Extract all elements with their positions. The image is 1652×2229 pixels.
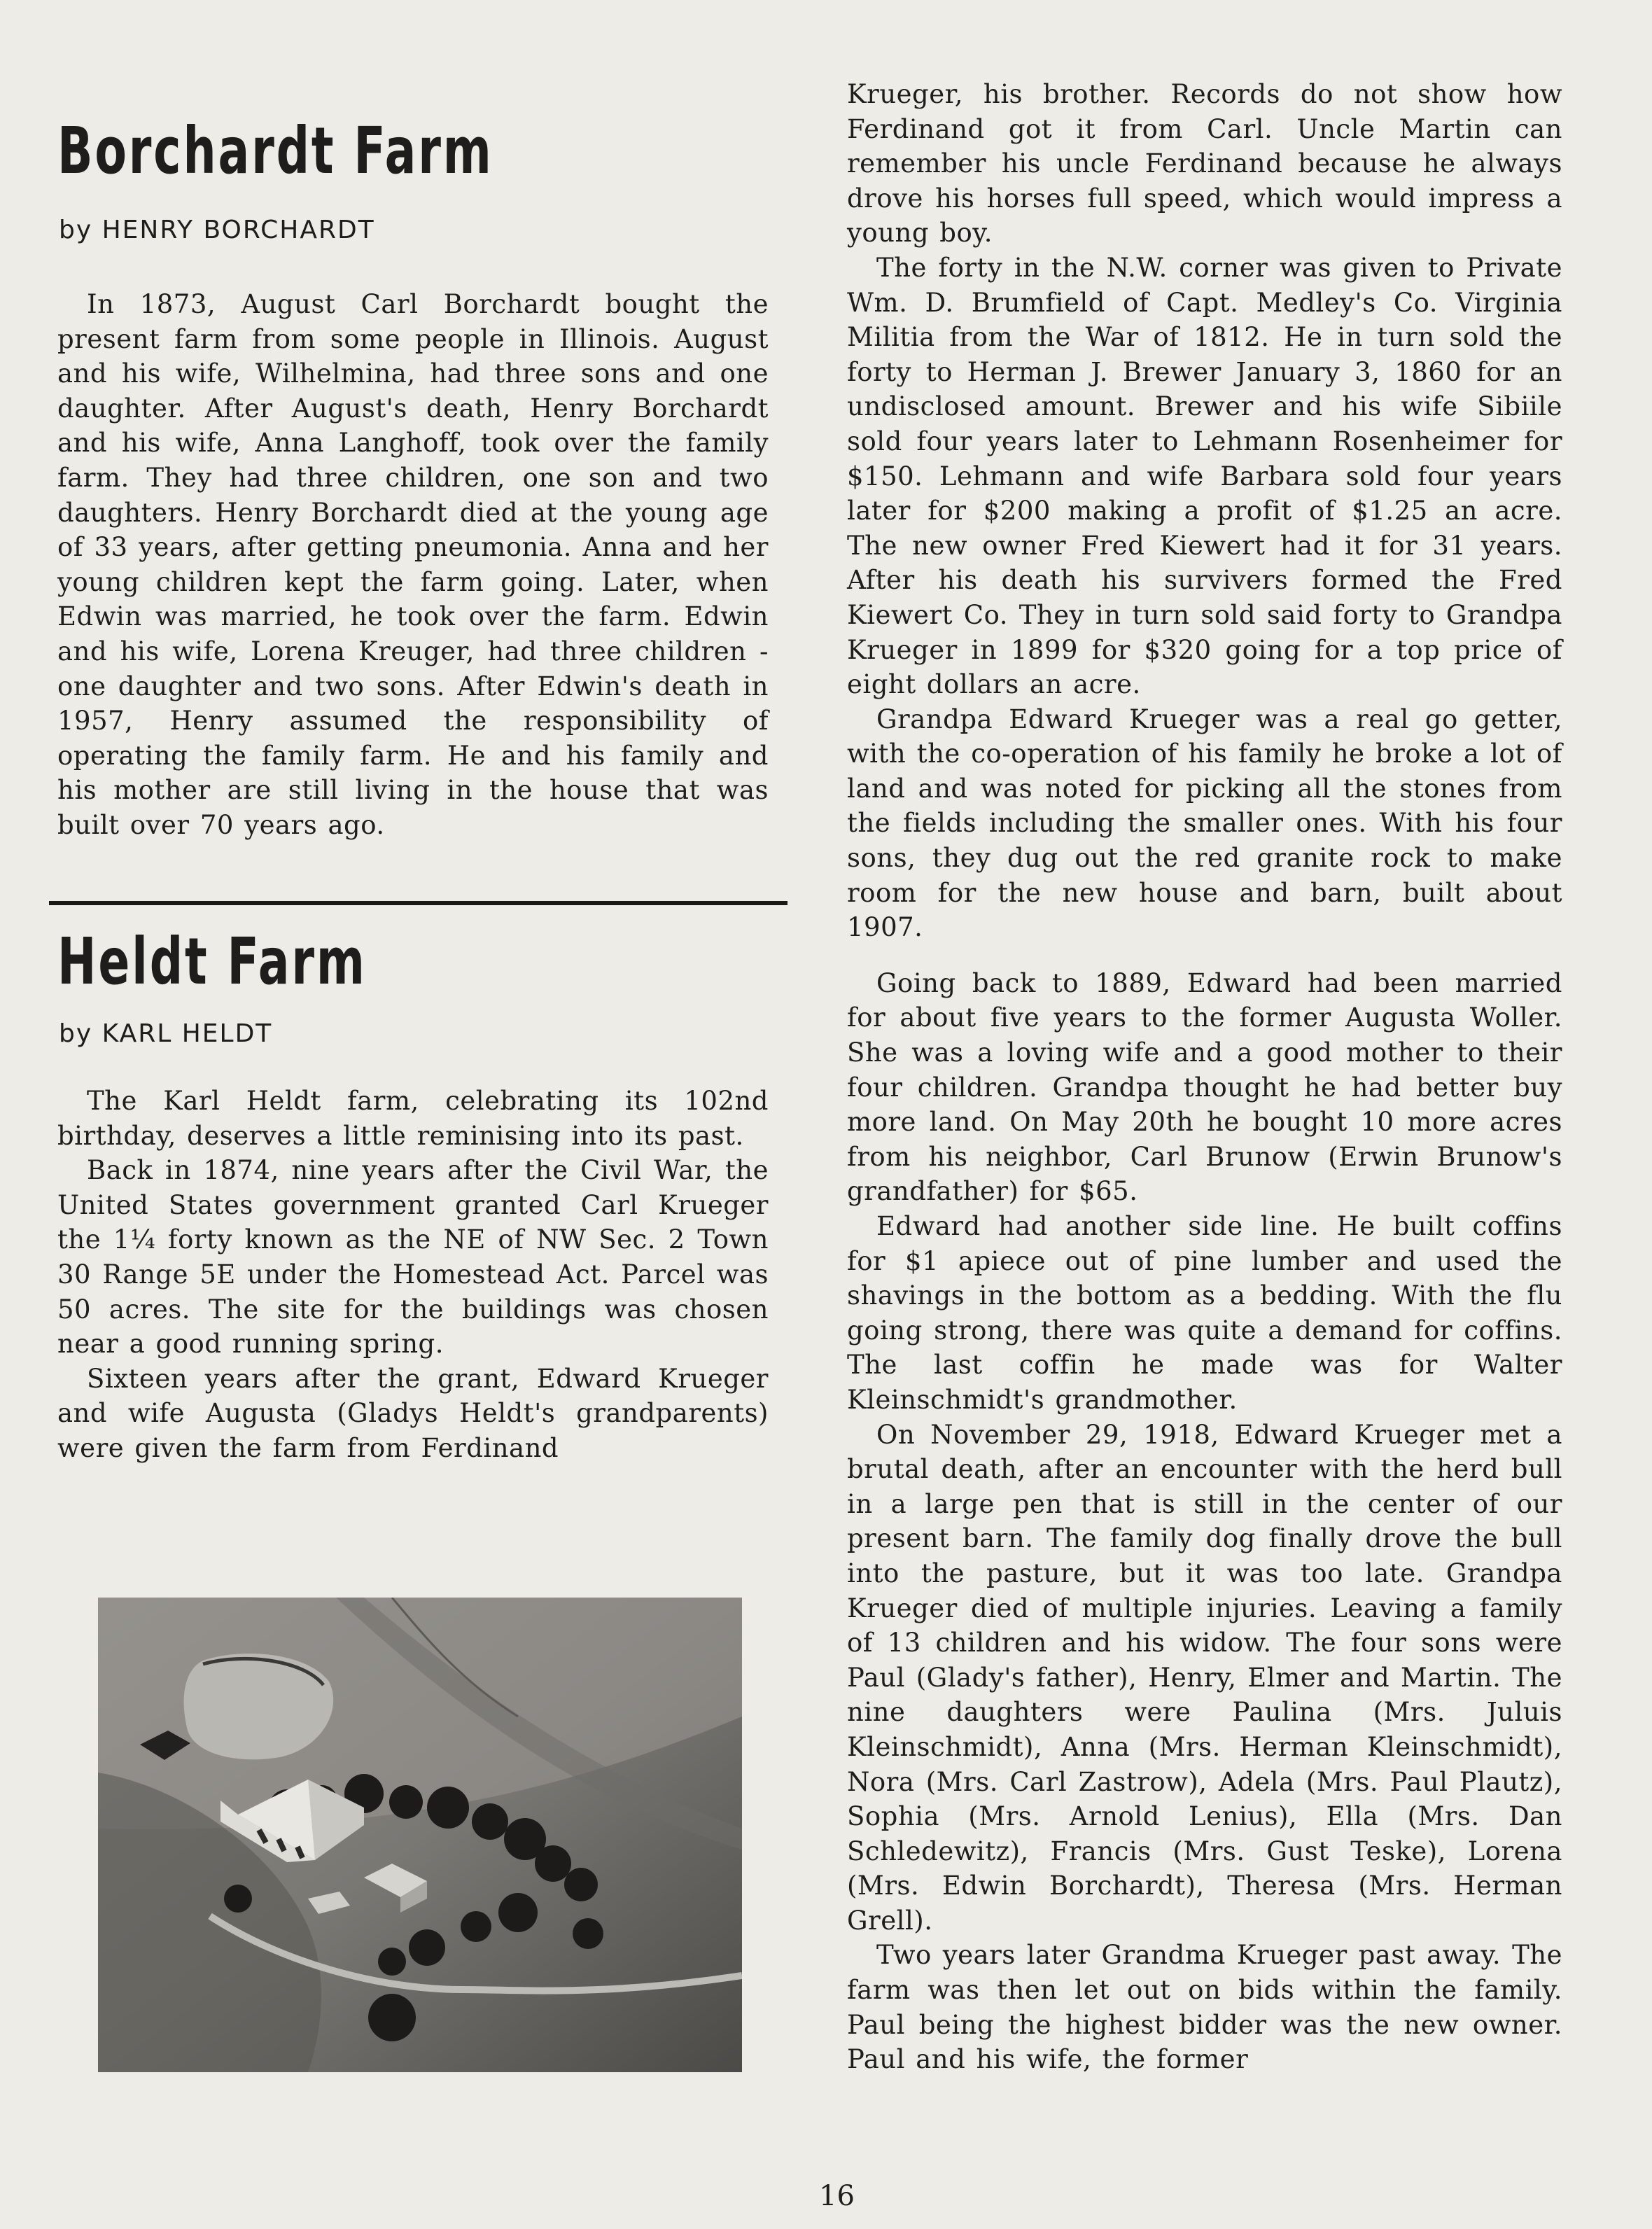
aerial-farm-illustration — [98, 1598, 742, 2072]
borchardt-title: Borchardt Farm — [57, 113, 493, 188]
heldt-title: Heldt Farm — [57, 924, 367, 999]
paragraph: The forty in the N.W. corner was given to Private Wm. D. Brumfield of Capt. Medley's Co. Virginia Militia from the War of 1812. He in turn sold the forty to Herman J. Brewer January 3, 1860 for an undisclosed amount. Brewer and his wife Sibiile sold four years later to Lehmann Rosenheimer for $150. Lehmann and wife Barbara sold four years later for $200 making a profit of $1.25 an acre. The new owner Fred Kiewert had it for 31 years. After his death his survivers formed the Fred Kiewert Co. They in turn sold said forty to Grandpa Krueger in 1899 for $320 going for a top price of eight dollars an acre. — [847, 252, 1562, 700]
section-divider — [49, 901, 788, 905]
aerial-farm-photo — [98, 1598, 742, 2072]
heldt-article-continued — [847, 77, 1562, 2077]
borchardt-article — [57, 287, 769, 843]
paragraph: On November 29, 1918, Edward Krueger met a brutal death, after an encounter with the herd bull in a large pen that is still in the center of our present barn. The family dog finally drove the bull into the pasture, but it was too late. Grandpa Krueger died of multiple injuries. Leaving a family of 13 children and his widow. The four sons were Paul (Glady's father), Henry, Elmer and Martin. The nine daughters were Paulina (Mrs. Juluis Kleinschmidt), Anna (Mrs. Herman Kleinschmidt), Nora (Mrs. Carl Zastrow), Adela (Mrs. Paul Plautz), Sophia (Mrs. Arnold Lenius), Ella (Mrs. Dan Schledewitz), Francis (Mrs. Gust Teske), Lorena (Mrs. Edwin Borchardt), Theresa (Mrs. Herman Grell). — [847, 1419, 1562, 1936]
paragraph: Going back to 1889, Edward had been married for about five years to the former Augusta Woller. She was a loving wife and a good mother to their four children. Grandpa thought he had better buy more land. On May 20th he bought 10 more acres from his neighbor, Carl Brunow (Erwin Brunow's grandfather) for $65. — [847, 967, 1562, 1207]
paragraph: In 1873, August Carl Borchardt bought the present farm from some people in Illinois. August and his wife, Wilhelmina, had three sons and one daughter. After August's death, Henry Borchardt and his wife, Anna Langhoff, took over the family farm. They had three children, one son and two daughters. Henry Borchardt died at the young age of 33 years, after getting pneumonia. Anna and her young children kept the farm going. Later, when Edwin was married, he took over the farm. Edwin and his wife, Lorena Kreuger, had three children - one daughter and two sons. After Edwin's death in 1957, Henry assumed the responsibility of operating the family farm. He and his family and his mother are still living in the house that was built over 70 years ago. — [57, 289, 769, 840]
paragraph: Two years later Grandma Krueger past away. The farm was then let out on bids within the family. Paul being the highest bidder was the new owner. Paul and his wife, the former — [847, 1940, 1562, 2075]
paragraph: Edward had another side line. He built coffins for $1 apiece out of pine lumber and used the shavings in the bottom as a bedding. With the flu going strong, there was quite a demand for coffins. The last coffin he made was for Walter Kleinschmidt's grandmother. — [847, 1211, 1562, 1415]
heldt-article — [57, 1084, 769, 1466]
paragraph: Sixteen years after the grant, Edward Krueger and wife Augusta (Gladys Heldt's grandparents) were given the farm from Ferdinand — [57, 1363, 769, 1463]
paragraph: Krueger, his brother. Records do not show how Ferdinand got it from Carl. Uncle Martin can remember his uncle Ferdinand because he always drove his horses full speed, which would impress a young boy. — [847, 79, 1562, 249]
paragraph: The Karl Heldt farm, celebrating its 102nd birthday, deserves a little reminising into its past. — [57, 1086, 769, 1151]
paragraph: Grandpa Edward Krueger was a real go getter, with the co-operation of his family he broke a lot of land and was noted for picking all the stones from the fields including the smaller ones. With his four sons, they dug out the red granite rock to make room for the new house and barn, built about 1907. — [847, 704, 1562, 943]
borchardt-byline: by HENRY BORCHARDT — [59, 216, 375, 244]
heldt-byline: by KARL HELDT — [59, 1019, 273, 1048]
page-number: 16 — [819, 2180, 855, 2212]
paragraph: Back in 1874, nine years after the Civil War, the United States government granted Carl Krueger the 1¼ forty known as the NE of NW Sec. 2 Town 30 Range 5E under the Homestead Act. Parcel was 50 acres. The site for the buildings was chosen near a good running spring. — [57, 1155, 769, 1360]
